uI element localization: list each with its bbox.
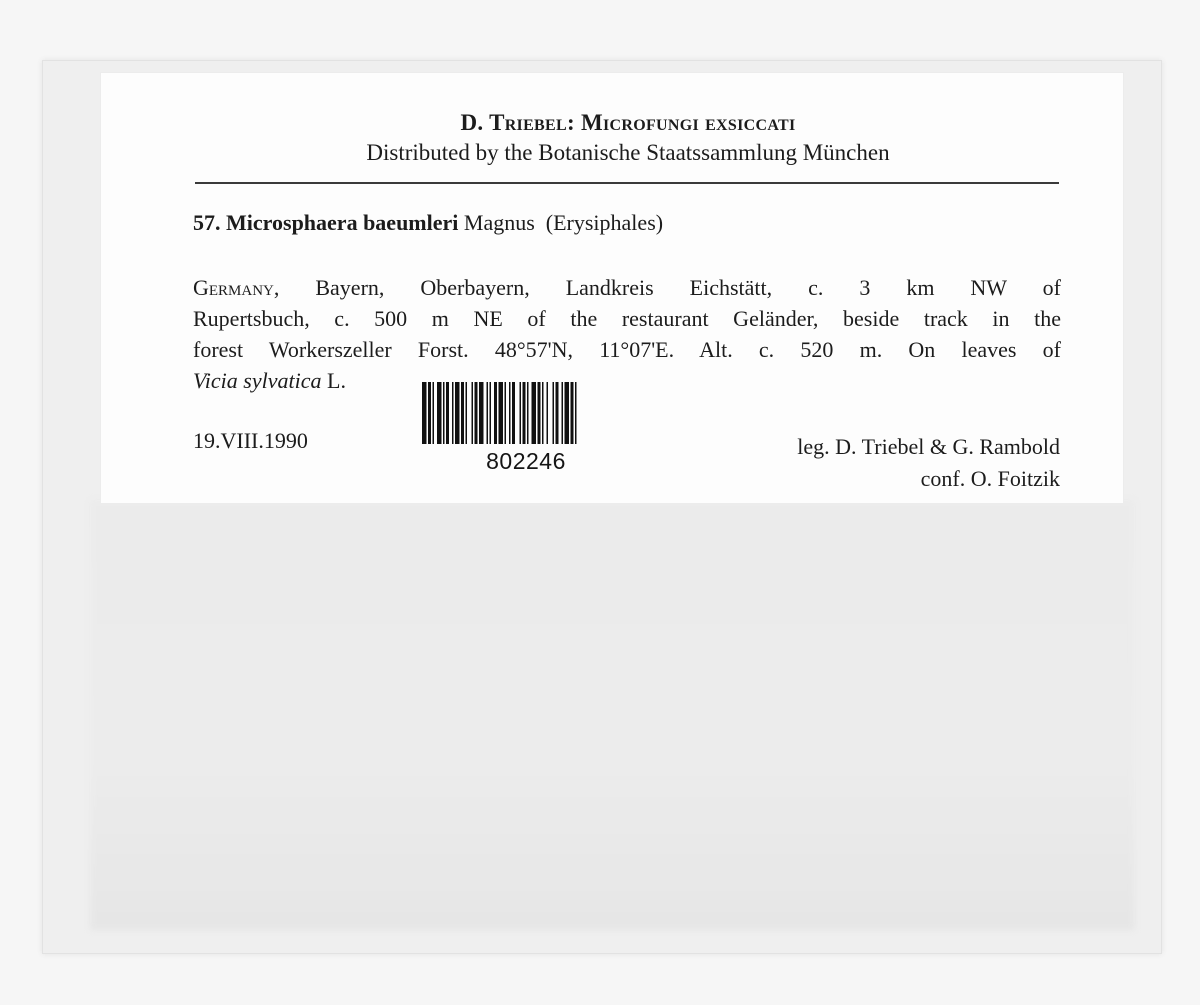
barcode-bar [472,382,474,444]
barcode-number: 802246 [486,448,566,474]
barcode-bar [475,382,478,444]
taxon-author: Magnus [463,210,535,235]
barcode-bar [443,382,445,444]
barcode-bar [565,382,570,444]
barcode-image [422,382,630,444]
barcode-bar [490,382,492,444]
barcode-bar [520,382,522,444]
distributor-line: Distributed by the Botanische Staatssammlung München [366,140,890,165]
collector: leg. D. Triebel & G. Rambold [797,434,1060,459]
barcode-bar [575,382,577,444]
barcode-bar [542,382,544,444]
barcode-bar [452,382,454,444]
barcode-bar [433,382,435,444]
taxon-order: (Erysiphales) [545,210,664,235]
barcode-bar [494,382,497,444]
barcode-bar [556,382,559,444]
species-line [193,210,663,236]
locality-line-1 [193,272,1061,303]
country: Germany [193,275,274,300]
barcode-bar [505,382,507,444]
confirmer: conf. O. Foitzik [920,466,1060,491]
locality-line-2: Rupertsbuch, c. 500 m NE of the restaurant Geländer, beside track in the [193,306,1061,331]
barcode-bar [562,382,564,444]
locality-line-3: forest Workerszeller Forst. 48°57'N, 11°07'E. Alt. c. 520 m. On leaves of [193,337,1061,362]
header-divider [195,182,1059,184]
barcode-bar [428,382,431,444]
barcode-bar [527,382,529,444]
barcode-bar [466,382,468,444]
barcode-bar [479,382,484,444]
host-name: Vicia sylvatica [193,368,322,393]
locality-line-1-rest: , Bayern, Oberbayern, Landkreis Eichstätt, c. 3 km NW of [273,275,1061,300]
barcode-bar [455,382,460,444]
specimen-number: 57. [193,210,221,235]
barcode-bar [461,382,464,444]
barcode-bar [487,382,489,444]
barcode-bar [532,382,537,444]
series-title: D. Triebel: Microfungi exsiccati [460,110,796,135]
barcode-bar [499,382,504,444]
collection-date: 19.VIII.1990 [193,428,308,453]
barcode-bar [437,382,442,444]
envelope-shadow [90,500,1135,930]
locality-text [193,272,1061,396]
taxon-name: Microsphaera baeumleri [226,210,459,235]
host-author: L. [321,368,346,393]
barcode-bar [553,382,555,444]
barcode-bar [446,382,449,444]
barcode-bar [509,382,511,444]
barcode-bar [538,382,541,444]
barcode-bar [512,382,515,444]
barcode-bar [571,382,574,444]
barcode-bar [523,382,526,444]
barcode-bar [547,382,549,444]
barcode-bar [422,382,427,444]
